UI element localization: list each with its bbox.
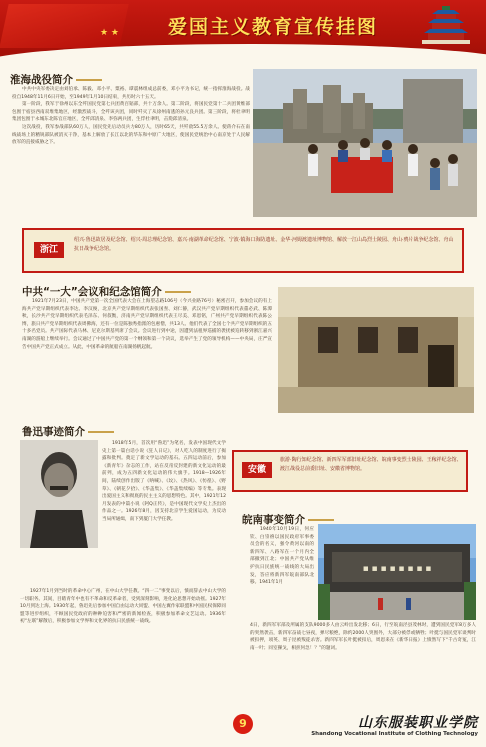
zhejiang-sites-text: 绍兴·鲁迅故居及纪念馆、绍兴·周总理纪念馆、嘉兴·南湖革命纪念馆、宁波·镇海口海防遗址、金华·河姆渡遗址博物馆、解放一江山岛烈士陵园、舟山·鸦片战争纪念馆、舟山抗日战争纪念馆。 xyxy=(74,237,454,252)
header-banner xyxy=(0,0,486,62)
congress-title: 中共“一大”会议和纪念馆简介 xyxy=(22,284,191,299)
zhejiang-sites-box xyxy=(22,228,464,273)
school-name-english: Shandong Vocational Institute of Clothing Technology xyxy=(311,731,478,737)
anhui-sites-box xyxy=(232,450,468,492)
page-number: 9 xyxy=(233,714,253,734)
congress-memorial-photo xyxy=(278,287,474,413)
temple-of-heaven-icon xyxy=(416,4,476,48)
wannan-memorial-photo xyxy=(318,524,476,620)
luxun-portrait xyxy=(20,440,98,548)
wannan-text-side: 1940年10月19日，何应钦、白崇禧以国民政府军事委员会的名义，强令黄河以南的新四军、八路军在一个月内全部撤到江北；中国共产党从维护抗日民族统一战线的大局出发，答应将新四军皖南部队北移。1941年1月 xyxy=(250,527,314,586)
huaihai-text: 中共中央军委决定由刘伯承、陈毅、邓小平、粟裕、谭震林组成总前委，邓小平为书记，统一指挥淮海战役。战役自1948年11月6日开始，至1949年1月10日结束，共历时六十五天。 第一阶段，我军于徐州以东全歼国民党第七兵团黄百韬部，共十万余人。第二阶段，将国民党第十二兵团黄维部包围于宿县西南双堆集地区，经激烈战斗，全歼该兵团，同时歼灭了从徐州南逃的孙元良兵团。第三阶段，将杜聿明集团包围于永城东北陈官庄地区，全歼邱清泉、李弥两兵团，生俘杜聿明，击毙邱清泉。 这次战役，我军参战部队60万人，国民党先后动员兵力80万人，历时65天，共歼敌55.5万余人。使蒋介石在南线战场上的精锐部队被消灭干净，基本上解放了长江以北的华东和中原广大地区，使国民党统治中心南京处于人民解放军的直接威胁之下。 xyxy=(12,87,250,146)
luxun-text-full: 1927年1月到当时的革命中心广州，在中山大学任教。“四一二”事变以后，愤而辞去中山大学的一切职务。其间，目睹青年中也有不革命和反革命者，受到深刻影响，进化论思想开始动摇。1927年10月到达上海。1930年起，鲁迅先后参加中国自由运动大同盟、中国左翼作家联盟和中国民权保障同盟等进步组织，不顾国民党政府的种种迫害和严密的新闻检查，积极参加革命文艺运动。1936年初“左联”解散后，积极参加文学界和文化界的抗日民族统一战线。 xyxy=(20,589,226,625)
luxun-title: 鲁迅事迹简介 xyxy=(22,424,114,439)
luxun-text-side: 1918年5月，首次用“鲁迅”为笔名，发表中国现代文学史上第一篇白话小说《狂人日记》，对人吃人的制度进行了揭露和批判。奠定了新文学运动的基石。五四运动前后，参加《新青年》杂志的工作，站在反帝反封建的新文化运动的最前列，成为五四新文化运动的伟大旗手。1918—1926年间，陆续创作出版了《呐喊》、《坟》、《热风》、《彷徨》、《野草》、《朝花夕拾》、《华盖集》、《华盖集续编》等专集。表现出爱国主义和彻底的民主主义的思想特色。其中，1921年12月发表的中篇小说《阿Q正传》，是中国现代文学史上杰出的作品之一。1926年8月，因支持北京学生爱国运动，为反动当局所通缉，南下到厦门大学任教。 xyxy=(102,441,226,522)
anhui-sites-text: 旅游·陶行知纪念馆、新四军军部旧址纪念馆、皖南事变烈士陵园、王稼祥纪念馆、渡江战役总前委旧址、安徽省博物馆。 xyxy=(280,457,462,472)
huaihai-title: 淮海战役简介 xyxy=(10,72,102,87)
svg-text:▪ ▪ ▪ ▪ ▪ ▪ ▪ ▪: ▪ ▪ ▪ ▪ ▪ ▪ ▪ ▪ xyxy=(362,564,432,574)
anhui-tag: 安徽 xyxy=(242,462,272,478)
wannan-text-full: 4日，新四军军部及所属的支队9000多人由云岭出发北移；6日，行至皖南泾县茂林时，遭到国民党军8万多人的突然袭击，新四军奋战七昼夜，弹尽粮绝，除约2000人突围外，大部分被俘或牺牲；叶挺与国民党军谈判时被扣押，项英、周子昆被叛徒杀害。新四军军长叶挺被扣后，周恩来在《新华日报》上愤然写下“千古奇冤，江南一叶；同室操戈，相煎何急！？”的题词。 xyxy=(250,623,476,651)
zhejiang-tag: 浙江 xyxy=(34,242,64,258)
red-flag-decoration xyxy=(0,4,129,48)
stars-decoration: ★ ★ xyxy=(100,28,119,38)
poster-title: 爱国主义教育宣传挂图 xyxy=(168,16,379,38)
congress-text: 1921年7月23日，中国共产党第一次全国代表大会在上海望志路106号（今兴业路76号）秘密召开，参加会议的有上海共产党早期组织代表李达、李汉俊，北京共产党早期组织代表张国焘、刘仁静，武汉共产党早期组织代表董必武、陈潭秋，长沙共产党早期组织代表毛泽东、何叔衡，济南共产党早期组织代表王尽美、邓恩铭，广州共产党早期组织代表陈公博，旅日共产党早期组织代表周佛海，还有一位是陈独秀指派的包惠僧，共13人。他们代表了全国七个共产党早期组织的五十多名党员。共产国际代表马林、尼克尔斯基列席了会议。会议进行到中途，因遭到法租界巡捕的袭扰被迫转移到浙江嘉兴南湖的游船上继续举行。会议通过了中国共产党的第一个纲领和第一个决议，选举产生了党的领导机构——中央局，庄严宣告中国共产党正式成立。从此，中国革命的航船在南湖扬帆起航。 xyxy=(22,299,272,350)
huaihai-memorial-photo xyxy=(253,69,477,217)
wannan-title: 皖南事变简介 xyxy=(242,512,334,527)
school-name: 山东服装职业学院 xyxy=(358,715,478,731)
